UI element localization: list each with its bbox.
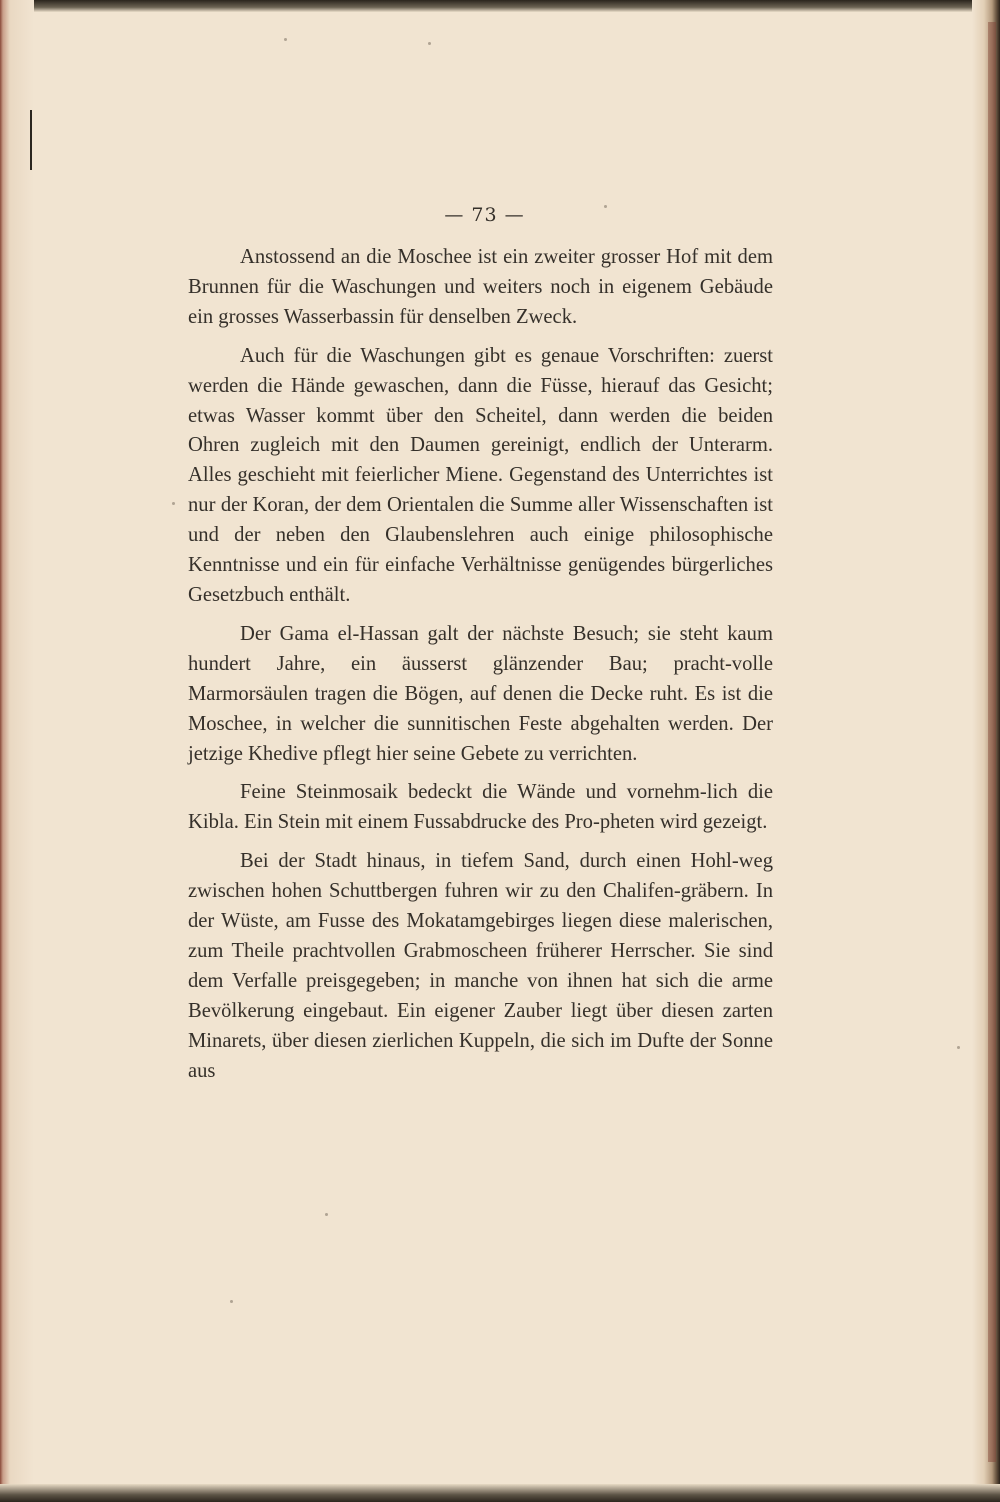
page-bottom-edge [0,1484,1000,1502]
paper-speck [172,502,175,505]
paragraph-1: Anstossend an die Moschee ist ein zweiter grosser Hof mit dem Brunnen für die Waschungen und weiters noch in eigenem Gebäude ein grosses Wasserbassin für denselben Zweck. [188,246,773,328]
paragraph-2: Auch für die Waschungen gibt es genaue Vorschriften: zuerst werden die Hände gewaschen, dann die Füsse, hierauf das Gesicht; etwas Wasser kommt über den Scheitel, dann werden die beiden Ohren zugleich mit den Daumen gereinigt, endlich der Unterarm. Alles geschieht mit feierlicher Miene. Gegenstand des Unterrichtes ist nur der Koran, der dem Orientalen die Summe aller Wissenschaften ist und der neben den Glaubenslehren auch einige philosophische Kenntnisse und ein für einfache Verhältnisse genügendes bürgerliches Gesetzbuch enthält. [188,344,773,606]
page-top-edge [0,0,1000,12]
spine-mark [30,110,32,170]
page-number: — 73 — [444,204,525,226]
paper-speck [325,1213,328,1216]
page-content [188,200,773,1086]
paper-speck [284,38,287,41]
book-cover-edge [988,22,996,1462]
paragraph-5: Bei der Stadt hinaus, in tiefem Sand, durch einen Hohl-weg zwischen hohen Schuttbergen fuhren wir zu den Chalifen-gräbern. In der Wüste, am Fusse des Mokatamgebirges liegen diese malerischen, zum Theile prachtvollen Grabmoscheen früherer Herrscher. Sie sind dem Verfalle preisgegeben; in manche von ihnen hat sich die arme Bevölkerung eingebaut. Ein eigener Zauber liegt über diesen zarten Minarets, über diesen zierlichen Kuppeln, die sich im Dufte der Sonne aus [188,850,773,1082]
page-gutter [0,0,34,1502]
paragraph-3: Der Gama el-Hassan galt der nächste Besuch; sie steht kaum hundert Jahre, ein äusserst glänzender Bau; pracht-volle Marmorsäulen tragen die Bögen, auf denen die Decke ruht. Es ist die Moschee, in welcher die sunnitischen Feste abgehalten werden. Der jetzige Khedive pflegt hier seine Gebete zu verrichten. [188,622,773,765]
paper-speck [957,1046,960,1049]
paper-speck [230,1300,233,1303]
paper-speck [428,42,431,45]
paragraph-4: Feine Steinmosaik bedeckt die Wände und vornehm-lich die Kibla. Ein Stein mit einem Fussabdrucke des Pro-pheten wird gezeigt. [188,781,773,834]
